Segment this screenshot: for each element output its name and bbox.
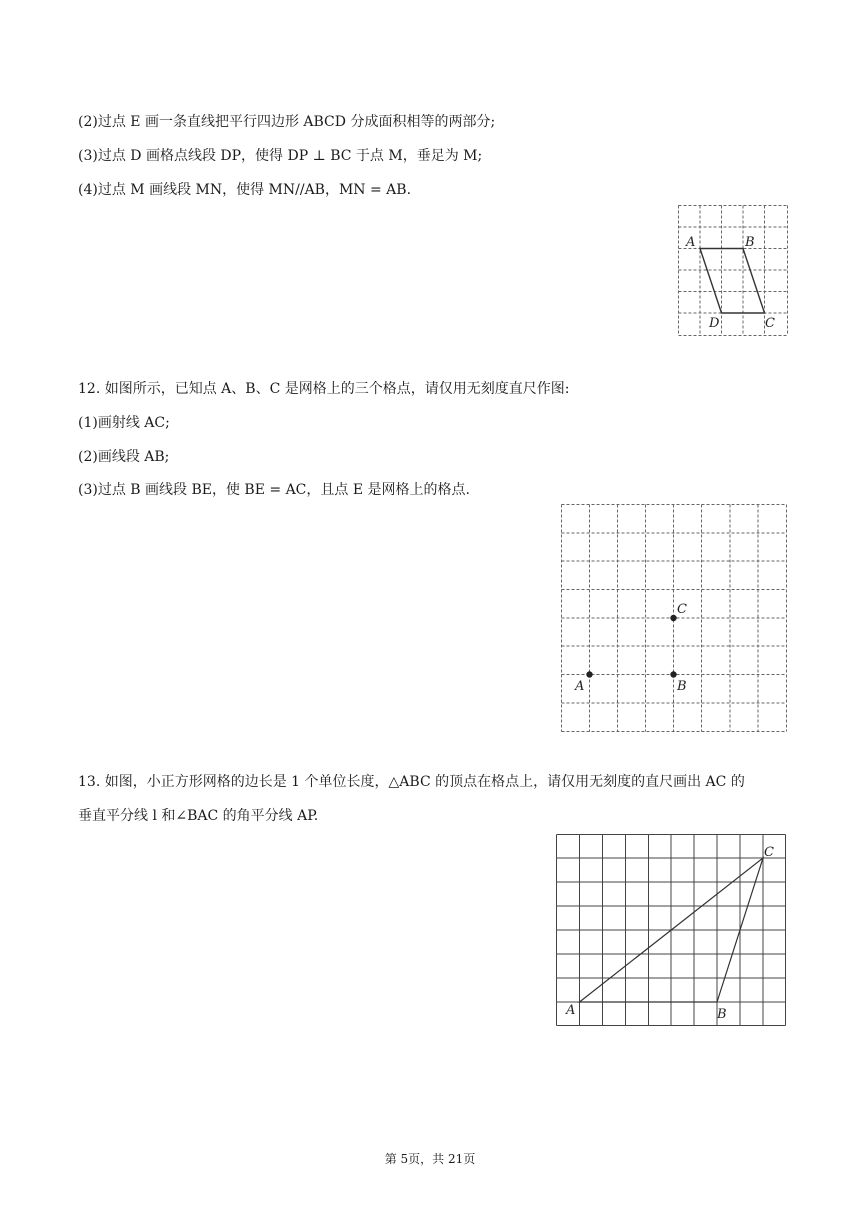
q12-label-c: C bbox=[677, 602, 687, 617]
q12-item-2: (2)画线段 AB; bbox=[78, 449, 170, 465]
q12-label-b: B bbox=[677, 679, 687, 694]
q13-grid-svg bbox=[556, 834, 786, 1026]
q11-item-3: (3)过点 D 画格点线段 DP，使得 DP ⊥ BC 于点 M，垂足为 M; bbox=[78, 148, 483, 164]
q13-stem-line-2: 垂直平分线 l 和∠BAC 的角平分线 AP. bbox=[78, 808, 319, 824]
q13-label-a: A bbox=[566, 1003, 576, 1018]
q11-label-a: A bbox=[686, 235, 696, 250]
q13-stem-line-1: 13. 如图，小正方形网格的边长是 1 个单位长度，△ABC 的顶点在格点上，请仅用无刻度的直尺画出 AC 的 bbox=[78, 774, 745, 790]
q11-label-c: C bbox=[765, 316, 775, 331]
q13-figure bbox=[556, 834, 786, 1026]
q13-label-b: B bbox=[717, 1007, 727, 1022]
q12-label-a: A bbox=[575, 679, 585, 694]
q11-item-2: (2)过点 E 画一条直线把平行四边形 ABCD 分成面积相等的两部分; bbox=[78, 114, 496, 130]
q11-item-4: (4)过点 M 画线段 MN，使得 MN//AB，MN = AB. bbox=[78, 182, 412, 198]
q12-stem: 12. 如图所示，已知点 A、B、C 是网格上的三个格点，请仅用无刻度直尺作图: bbox=[78, 381, 570, 397]
q11-label-d: D bbox=[709, 316, 720, 331]
q12-point-b bbox=[670, 671, 676, 677]
q11-figure bbox=[678, 205, 788, 336]
q13-label-c: C bbox=[764, 845, 774, 860]
page-footer: 第 5页，共 21页 bbox=[384, 1152, 476, 1166]
q12-point-c bbox=[670, 615, 676, 621]
q12-item-1: (1)画射线 AC; bbox=[78, 415, 170, 431]
q12-point-a bbox=[586, 671, 592, 677]
q12-grid-svg bbox=[561, 504, 787, 732]
parallelogram-abcd bbox=[700, 249, 765, 314]
q11-label-b: B bbox=[745, 235, 755, 250]
q12-item-3: (3)过点 B 画线段 BE，使 BE = AC，且点 E 是网格上的格点. bbox=[78, 482, 470, 498]
q11-grid-svg bbox=[678, 205, 788, 336]
q12-figure bbox=[561, 504, 787, 732]
